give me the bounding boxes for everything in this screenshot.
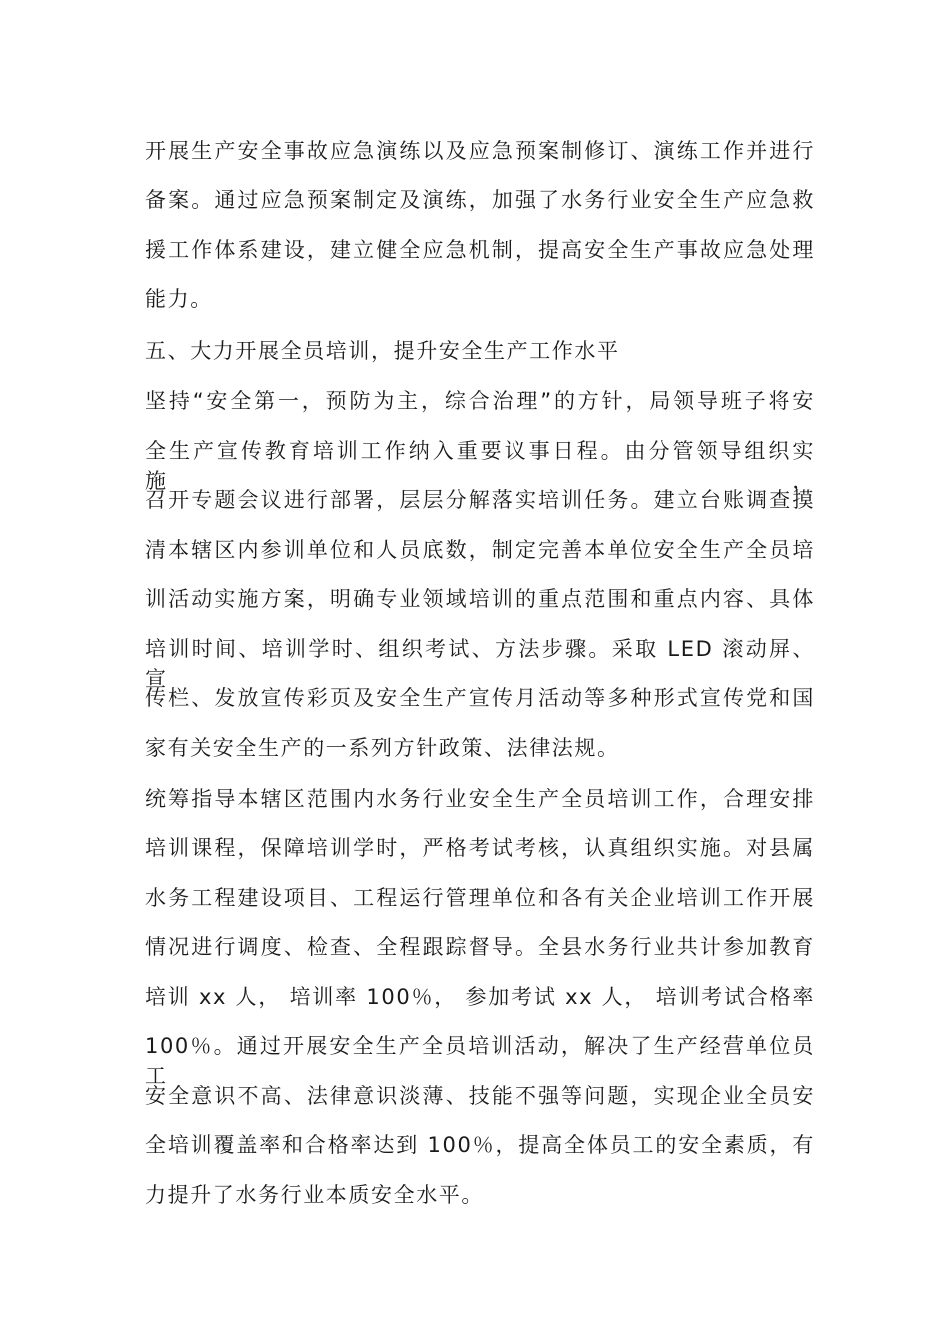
text-line: 全生产宣传教育培训工作纳入重要议事日程。由分管领导组织实施， [145, 439, 815, 493]
text-line: 援工作体系建设，建立健全应急机制，提高安全生产事故应急处理 [145, 238, 815, 262]
text-line: 坚持“安全第一，预防为主，综合治理”的方针，局领导班子将安 [145, 389, 815, 413]
text-line: 培训时间、培训学时、组织考试、方法步骤。采取 LED 滚动屏、宣 [145, 637, 815, 691]
text-line: 备案。通过应急预案制定及演练，加强了水务行业安全生产应急救 [145, 188, 815, 212]
text-line: 安全意识不高、法律意识淡薄、技能不强等问题，实现企业全员安 [145, 1084, 815, 1108]
text-line: 统筹指导本辖区范围内水务行业安全生产全员培训工作，合理安排 [145, 787, 815, 811]
text-line: 情况进行调度、检查、全程跟踪督导。全县水务行业共计参加教育 [145, 935, 815, 959]
text-line: 力提升了水务行业本质安全水平。 [145, 1183, 484, 1207]
text-line: 水务工程建设项目、工程运行管理单位和各有关企业培训工作开展 [145, 886, 815, 910]
text-line: 召开专题会议进行部署，层层分解落实培训任务。建立台账调查摸 [145, 488, 815, 512]
text-line: 全培训覆盖率和合格率达到 100％，提高全体员工的安全素质，有 [145, 1133, 815, 1157]
section-heading: 五、大力开展全员培训，提升安全生产工作水平 [145, 339, 620, 363]
text-line: 清本辖区内参训单位和人员底数，制定完善本单位安全生产全员培 [145, 538, 815, 562]
text-line: 训活动实施方案，明确专业领域培训的重点范围和重点内容、具体 [145, 587, 815, 611]
text-line: 100％。通过开展安全生产全员培训活动，解决了生产经营单位员工 [145, 1034, 815, 1088]
text-line: 培训课程，保障培训学时，严格考试考核，认真组织实施。对县属 [145, 836, 815, 860]
text-line: 传栏、发放宣传彩页及安全生产宣传月活动等多种形式宣传党和国 [145, 686, 815, 710]
text-line: 培训 xx 人， 培训率 100％， 参加考试 xx 人， 培训考试合格率 [145, 985, 815, 1009]
text-line: 开展生产安全事故应急演练以及应急预案制修订、演练工作并进行 [145, 139, 815, 163]
text-line: 能力。 [145, 287, 213, 311]
text-line: 家有关安全生产的一系列方针政策、法律法规。 [145, 736, 620, 760]
